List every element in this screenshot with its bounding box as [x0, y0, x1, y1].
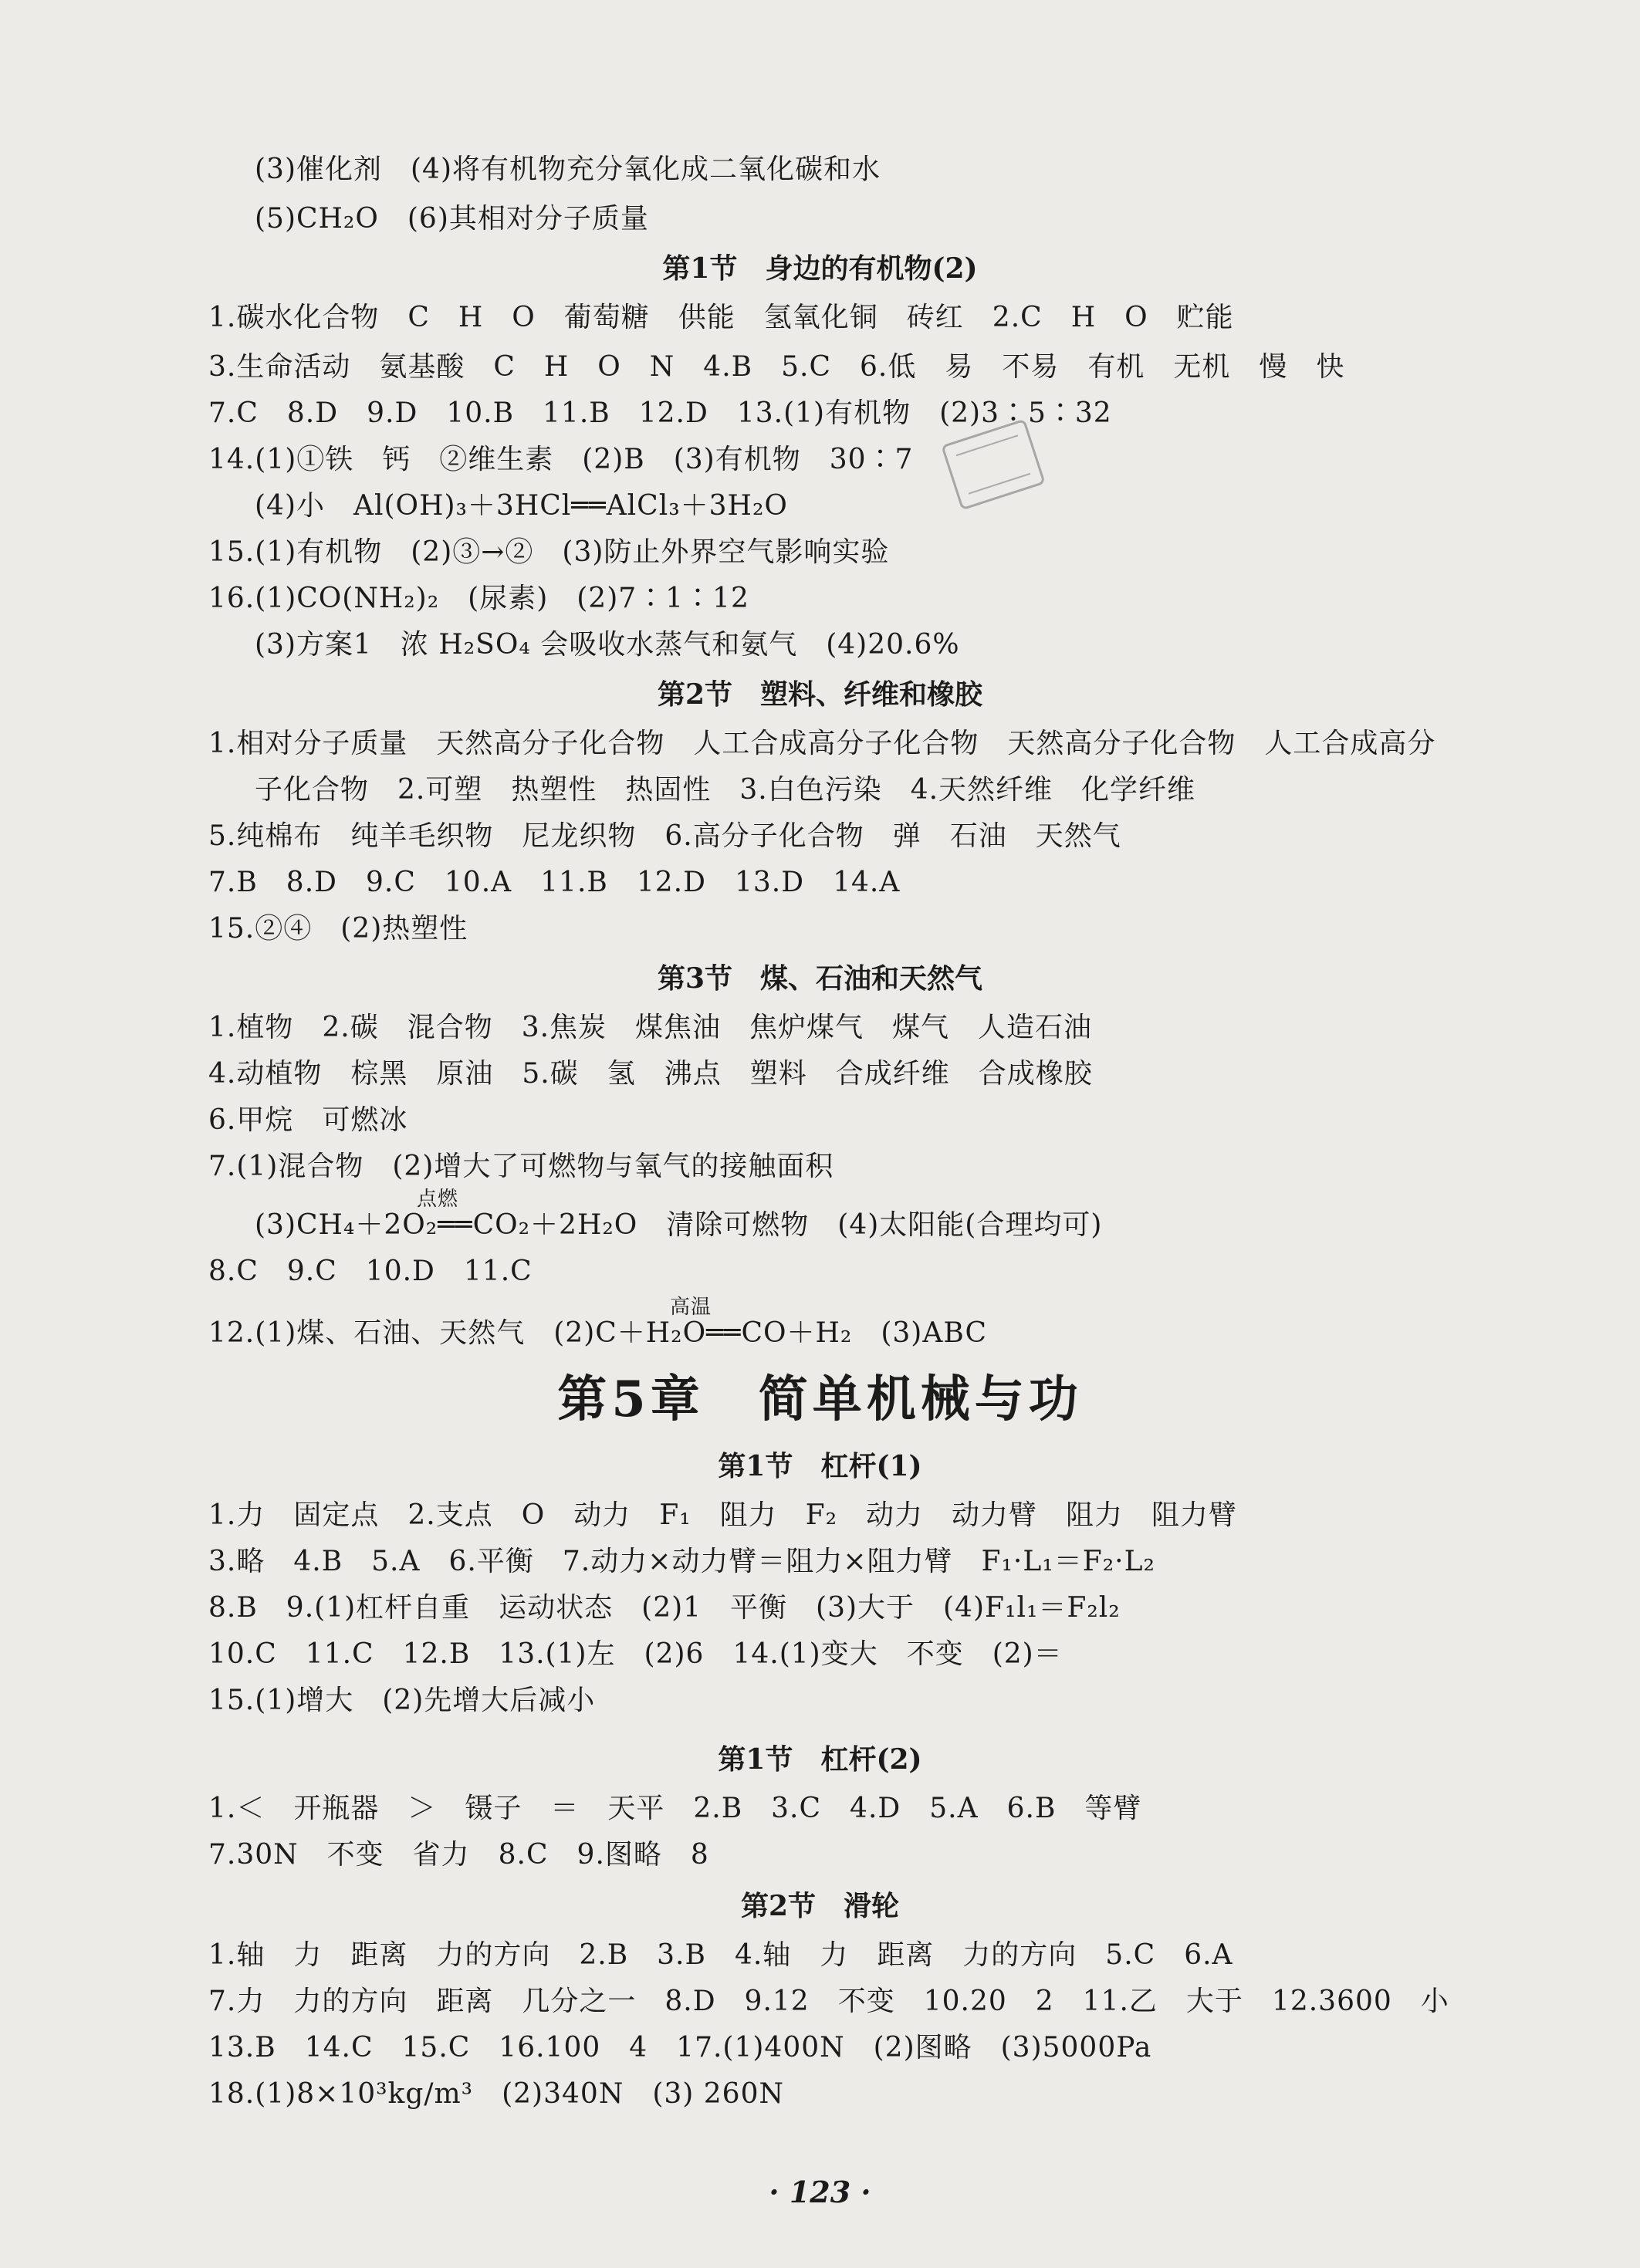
answer-line: 3.略 4.B 5.A 6.平衡 7.动力×动力臂＝阻力×阻力臂 F₁·L₁＝F₂·L₂	[208, 1546, 1155, 1577]
answer-line: 6.甲烷 可燃冰	[208, 1104, 408, 1136]
answer-line: 1.相对分子质量 天然高分子化合物 人工合成高分子化合物 天然高分子化合物 人工合成高分	[208, 728, 1436, 759]
answer-line: (5)CH₂O (6)其相对分子质量	[255, 203, 649, 235]
answer-line: 3.生命活动 氨基酸 C H O N 4.B 5.C 6.低 易 不易 有机 无机 慢 快	[208, 351, 1345, 383]
stamp-mark	[941, 419, 1046, 511]
answer-line: 10.C 11.C 12.B 13.(1)左 (2)6 14.(1)变大 不变 (2)＝	[208, 1638, 1063, 1670]
answer-line: 1.＜ 开瓶器 ＞ 镊子 ＝ 天平 2.B 3.C 4.D 5.A 6.B 等臂	[208, 1793, 1142, 1824]
answer-line: 4.动植物 棕黑 原油 5.碳 氢 沸点 塑料 合成纤维 合成橡胶	[208, 1058, 1093, 1090]
answer-line: (3)方案1 浓 H₂SO₄ 会吸收水蒸气和氨气 (4)20.6%	[255, 629, 960, 661]
answer-line: 5.纯棉布 纯羊毛织物 尼龙织物 6.高分子化合物 弹 石油 天然气	[208, 820, 1121, 852]
section-heading: 第2节 滑轮	[740, 1890, 900, 1922]
answer-line: 15.(1)有机物 (2)③→② (3)防止外界空气影响实验	[208, 536, 890, 568]
section-heading: 第1节 杠杆(1)	[718, 1450, 922, 1482]
reaction-condition-label: 点燃	[417, 1188, 459, 1211]
answer-line: 8.C 9.C 10.D 11.C	[208, 1256, 533, 1287]
section-heading: 第1节 身边的有机物(2)	[662, 252, 978, 285]
answer-line: 18.(1)8×10³kg/m³ (2)340N (3) 260N	[208, 2078, 784, 2110]
answer-line: 7.30N 不变 省力 8.C 9.图略 8	[208, 1839, 709, 1871]
reaction-condition-label: 高温	[670, 1296, 712, 1319]
answer-line: 7.C 8.D 9.D 10.B 11.B 12.D 13.(1)有机物 (2)3∶5∶32	[208, 397, 1112, 429]
answer-line: 1.轴 力 距离 力的方向 2.B 3.B 4.轴 力 距离 力的方向 5.C 6.A	[208, 1939, 1233, 1971]
answer-line: 1.碳水化合物 C H O 葡萄糖 供能 氢氧化铜 砖红 2.C H O 贮能	[208, 302, 1234, 333]
section-heading: 第1节 杠杆(2)	[718, 1743, 922, 1776]
section-heading: 第3节 煤、石油和天然气	[657, 962, 983, 995]
answer-line: 12.(1)煤、石油、天然气 (2)C＋H₂O══CO＋H₂ (3)ABC	[208, 1317, 988, 1349]
page-number: · 123 ·	[769, 2175, 871, 2209]
answer-line: 14.(1)①铁 钙 ②维生素 (2)B (3)有机物 30∶7	[208, 444, 914, 475]
answer-line: 15.(1)增大 (2)先增大后减小	[208, 1685, 596, 1716]
answer-line: 1.力 固定点 2.支点 O 动力 F₁ 阻力 F₂ 动力 动力臂 阻力 阻力臂	[208, 1499, 1238, 1531]
answer-line: 1.植物 2.碳 混合物 3.焦炭 煤焦油 焦炉煤气 煤气 人造石油	[208, 1012, 1093, 1043]
answer-line: (3)催化剂 (4)将有机物充分氧化成二氧化碳和水	[255, 154, 881, 185]
answer-line: 13.B 14.C 15.C 16.100 4 17.(1)400N (2)图略 (3)5000Pa	[208, 2032, 1152, 2064]
answer-line: (4)小 Al(OH)₃＋3HCl══AlCl₃＋3H₂O	[255, 490, 788, 522]
answer-line: 8.B 9.(1)杠杆自重 运动状态 (2)1 平衡 (3)大于 (4)F₁l₁＝F₂l₂	[208, 1592, 1121, 1624]
answer-line: 15.②④ (2)热塑性	[208, 913, 468, 945]
answer-line: 子化合物 2.可塑 热塑性 热固性 3.白色污染 4.天然纤维 化学纤维	[255, 774, 1196, 806]
answer-line: 7.B 8.D 9.C 10.A 11.B 12.D 13.D 14.A	[208, 867, 901, 898]
answer-line: 7.力 力的方向 距离 几分之一 8.D 9.12 不变 10.20 2 11.乙 大于 12.3600 小	[208, 1986, 1449, 2017]
answer-line: 16.(1)CO(NH₂)₂ (尿素) (2)7∶1∶12	[208, 583, 749, 614]
section-heading: 第2节 塑料、纤维和橡胶	[657, 678, 983, 711]
answer-line: (3)CH₄＋2O₂══CO₂＋2H₂O 清除可燃物 (4)太阳能(合理均可)	[255, 1209, 1103, 1241]
chapter-title: 第5章 简单机械与功	[557, 1371, 1083, 1428]
answer-line: 7.(1)混合物 (2)增大了可燃物与氧气的接触面积	[208, 1151, 834, 1182]
